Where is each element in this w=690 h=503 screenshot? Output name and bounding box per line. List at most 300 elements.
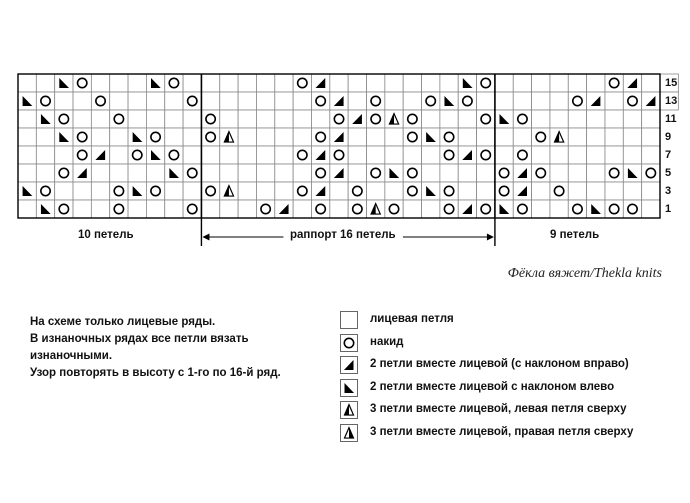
chart-cell: [18, 200, 36, 218]
chart-cell: [623, 146, 641, 164]
chart-cell: [238, 182, 256, 200]
chart-cell: [238, 164, 256, 182]
chart-cell: [220, 200, 238, 218]
chart-cell: [165, 74, 183, 92]
chart-cell: [183, 200, 201, 218]
chart-cell: [311, 92, 329, 110]
legend-item: [340, 379, 670, 397]
chart-cell: [550, 164, 568, 182]
chart-cell: [311, 146, 329, 164]
chart-cell: [165, 164, 183, 182]
chart-cell: [642, 146, 660, 164]
triangle-right-icon: [340, 356, 358, 374]
chart-cell: [477, 200, 495, 218]
chart-cell: [458, 110, 476, 128]
chart-cell: [293, 128, 311, 146]
legend-label: 3 петли вместе лицевой, левая петля сверху: [370, 403, 627, 416]
circle-icon: [340, 334, 358, 352]
chart-cell: [513, 164, 531, 182]
arrow-right-icon: [487, 234, 494, 241]
chart-cell: [18, 110, 36, 128]
chart-cell: [422, 92, 440, 110]
chart-cell: [477, 110, 495, 128]
chart-cell: [110, 200, 128, 218]
legend-label: 2 петли вместе лицевой с наклоном влево: [370, 380, 615, 393]
note-line: Узор повторять в высоту с 1-го по 16-й ряд.: [30, 367, 281, 379]
chart-cell: [348, 110, 366, 128]
chart-cell: [311, 74, 329, 92]
chart-cell: [495, 92, 513, 110]
chart-cell: [440, 164, 458, 182]
chart-cell: [330, 182, 348, 200]
chart-cell: [128, 110, 146, 128]
chart-cell: [422, 182, 440, 200]
chart-cell: [403, 164, 421, 182]
repeat-section-label: раппорт 16 петель: [290, 229, 396, 241]
chart-cell: [623, 128, 641, 146]
chart-cell: [642, 128, 660, 146]
chart-cell: [440, 92, 458, 110]
chart-cell: [146, 92, 164, 110]
legend-item: [340, 401, 670, 419]
chart-cell: [238, 128, 256, 146]
chart-cell: [183, 182, 201, 200]
row-number: 5: [665, 167, 672, 179]
chart-cell: [642, 74, 660, 92]
chart-cell: [642, 110, 660, 128]
chart-cell: [293, 200, 311, 218]
row-number: 13: [665, 95, 678, 107]
chart-cell: [36, 182, 54, 200]
chart-cell: [495, 164, 513, 182]
chart-cell: [36, 164, 54, 182]
chart-cell: [201, 74, 219, 92]
chart-cell: [458, 92, 476, 110]
chart-cell: [18, 74, 36, 92]
chart-cell: [146, 128, 164, 146]
chart-cell: [550, 110, 568, 128]
chart-cell: [367, 92, 385, 110]
row-number: 7: [665, 149, 672, 161]
chart-cell: [532, 182, 550, 200]
chart-cell: [495, 74, 513, 92]
chart-cell: [110, 128, 128, 146]
chart-cell: [238, 92, 256, 110]
chart-cell: [385, 110, 403, 128]
chart-cell: [605, 146, 623, 164]
triangle-double-left-icon: [340, 401, 358, 419]
chart-cell: [201, 92, 219, 110]
chart-cell: [385, 74, 403, 92]
chart-cell: [110, 110, 128, 128]
chart-cell: [513, 182, 531, 200]
chart-cell: [385, 92, 403, 110]
chart-cell: [458, 200, 476, 218]
chart-cell: [367, 128, 385, 146]
chart-cell: [256, 74, 274, 92]
chart-cell: [605, 182, 623, 200]
chart-cell: [440, 110, 458, 128]
chart-cell: [367, 110, 385, 128]
chart-cell: [568, 200, 586, 218]
chart-cell: [220, 182, 238, 200]
chart-cell: [73, 164, 91, 182]
chart-cell: [91, 74, 109, 92]
chart-cell: [293, 92, 311, 110]
chart-cell: [146, 200, 164, 218]
legend-item: [340, 356, 670, 374]
chart-cell: [238, 200, 256, 218]
chart-cell: [568, 110, 586, 128]
chart-cell: [128, 182, 146, 200]
row-numbers: [665, 74, 689, 218]
chart-cell: [458, 164, 476, 182]
chart-cell: [348, 200, 366, 218]
chart-cell: [91, 200, 109, 218]
chart-cell: [128, 128, 146, 146]
chart-cell: [532, 74, 550, 92]
chart-cell: [238, 74, 256, 92]
chart-cell: [550, 200, 568, 218]
chart-cell: [110, 146, 128, 164]
legend-item: [340, 334, 670, 352]
chart-cell: [55, 164, 73, 182]
chart-cell: [201, 128, 219, 146]
chart-cell: [587, 182, 605, 200]
triangle-left-icon: [340, 379, 358, 397]
chart-cell: [403, 92, 421, 110]
chart-cell: [550, 146, 568, 164]
knitting-chart: [18, 74, 660, 218]
chart-cell: [458, 128, 476, 146]
chart-cell: [605, 128, 623, 146]
chart-cell: [110, 182, 128, 200]
chart-cell: [311, 164, 329, 182]
chart-cell: [18, 164, 36, 182]
chart-cell: [513, 128, 531, 146]
chart-cell: [348, 128, 366, 146]
chart-cell: [330, 92, 348, 110]
chart-cell: [642, 164, 660, 182]
row-number: 3: [665, 185, 672, 197]
chart-cell: [587, 146, 605, 164]
chart-cell: [201, 200, 219, 218]
chart-cell: [403, 110, 421, 128]
chart-cell: [18, 146, 36, 164]
chart-cell: [36, 128, 54, 146]
note-line: изнаночными.: [30, 350, 113, 362]
chart-cell: [275, 110, 293, 128]
chart-cell: [403, 74, 421, 92]
chart-cell: [330, 164, 348, 182]
chart-cell: [311, 182, 329, 200]
chart-cell: [495, 200, 513, 218]
chart-cell: [55, 92, 73, 110]
chart-cell: [220, 74, 238, 92]
chart-cell: [440, 146, 458, 164]
chart-cell: [605, 110, 623, 128]
chart-cell: [532, 110, 550, 128]
legend-item: [340, 311, 670, 329]
chart-cell: [275, 182, 293, 200]
chart-cell: [128, 74, 146, 92]
chart-cell: [513, 146, 531, 164]
chart-cell: [91, 128, 109, 146]
chart-cell: [568, 164, 586, 182]
chart-cell: [275, 92, 293, 110]
chart-cell: [587, 110, 605, 128]
chart-cell: [568, 182, 586, 200]
chart-cell: [440, 128, 458, 146]
chart-cell: [201, 146, 219, 164]
chart-cell: [623, 110, 641, 128]
chart-cell: [568, 74, 586, 92]
chart-cell: [128, 164, 146, 182]
chart-cell: [440, 182, 458, 200]
chart-cell: [477, 146, 495, 164]
chart-cell: [422, 146, 440, 164]
legend-label: 2 петли вместе лицевой (с наклоном вправо): [370, 358, 629, 371]
chart-cell: [587, 74, 605, 92]
chart-cell: [73, 110, 91, 128]
chart-cell: [55, 146, 73, 164]
chart-cell: [91, 182, 109, 200]
chart-cell: [550, 92, 568, 110]
chart-cell: [513, 92, 531, 110]
chart-cell: [183, 110, 201, 128]
chart-cell: [275, 200, 293, 218]
chart-cell: [642, 200, 660, 218]
chart-cell: [532, 200, 550, 218]
chart-cell: [73, 200, 91, 218]
blank-square-icon: [340, 311, 358, 329]
chart-cell: [311, 110, 329, 128]
chart-cell: [568, 92, 586, 110]
chart-cell: [275, 164, 293, 182]
row-number: 1: [665, 203, 672, 215]
chart-cell: [91, 110, 109, 128]
chart-cell: [477, 128, 495, 146]
triangle-double-right-icon: [340, 424, 358, 442]
chart-cell: [458, 74, 476, 92]
chart-grid: [18, 74, 660, 218]
chart-cell: [256, 128, 274, 146]
chart-cell: [385, 164, 403, 182]
chart-cell: [256, 164, 274, 182]
chart-cell: [165, 128, 183, 146]
chart-cell: [36, 110, 54, 128]
chart-cell: [165, 182, 183, 200]
chart-cell: [385, 128, 403, 146]
chart-cell: [311, 200, 329, 218]
chart-cell: [183, 128, 201, 146]
chart-cell: [201, 182, 219, 200]
chart-cell: [256, 110, 274, 128]
chart-cell: [293, 164, 311, 182]
chart-cell: [532, 92, 550, 110]
chart-cell: [367, 164, 385, 182]
chart-cell: [623, 182, 641, 200]
note-line: На схеме только лицевые ряды.: [30, 316, 216, 328]
chart-cell: [440, 200, 458, 218]
chart-cell: [146, 146, 164, 164]
symbol-legend: [340, 311, 670, 447]
chart-cell: [385, 200, 403, 218]
chart-cell: [36, 92, 54, 110]
chart-cell: [146, 74, 164, 92]
chart-cell: [110, 92, 128, 110]
row-number: 11: [665, 113, 677, 125]
chart-cell: [146, 110, 164, 128]
chart-cell: [220, 110, 238, 128]
chart-cell: [128, 146, 146, 164]
row-number: 15: [665, 77, 678, 89]
chart-cell: [403, 146, 421, 164]
chart-cell: [348, 146, 366, 164]
chart-cell: [623, 164, 641, 182]
chart-cell: [220, 164, 238, 182]
chart-cell: [330, 146, 348, 164]
chart-cell: [146, 164, 164, 182]
chart-cell: [422, 200, 440, 218]
chart-cell: [513, 110, 531, 128]
chart-cell: [348, 92, 366, 110]
chart-cell: [36, 74, 54, 92]
chart-cell: [183, 164, 201, 182]
chart-cell: [73, 74, 91, 92]
note-line: В изнаночных рядах все петли вязать: [30, 333, 249, 345]
chart-cell: [165, 110, 183, 128]
chart-cell: [495, 182, 513, 200]
chart-cell: [477, 164, 495, 182]
chart-cell: [367, 200, 385, 218]
legend-label: 3 петли вместе лицевой, правая петля сверху: [370, 425, 634, 438]
chart-cell: [403, 128, 421, 146]
chart-cell: [458, 146, 476, 164]
chart-cell: [587, 200, 605, 218]
chart-cell: [165, 146, 183, 164]
chart-cell: [605, 200, 623, 218]
chart-cell: [55, 74, 73, 92]
chart-cell: [550, 182, 568, 200]
chart-cell: [403, 200, 421, 218]
chart-cell: [91, 164, 109, 182]
chart-cell: [311, 128, 329, 146]
chart-cell: [367, 182, 385, 200]
chart-cell: [568, 128, 586, 146]
chart-cell: [275, 128, 293, 146]
chart-cell: [348, 164, 366, 182]
chart-cell: [91, 92, 109, 110]
legend-item: [340, 424, 670, 442]
chart-cell: [183, 92, 201, 110]
chart-cell: [201, 110, 219, 128]
chart-cell: [91, 146, 109, 164]
chart-cell: [532, 128, 550, 146]
chart-cell: [367, 146, 385, 164]
chart-cell: [220, 92, 238, 110]
chart-cell: [348, 74, 366, 92]
chart-cell: [183, 146, 201, 164]
chart-cell: [220, 128, 238, 146]
chart-cell: [238, 110, 256, 128]
chart-cell: [385, 146, 403, 164]
arrow-left-icon: [202, 234, 209, 241]
chart-cell: [440, 74, 458, 92]
chart-cell: [532, 164, 550, 182]
chart-cell: [623, 200, 641, 218]
chart-cell: [330, 74, 348, 92]
chart-cell: [73, 182, 91, 200]
chart-cell: [183, 74, 201, 92]
chart-cell: [642, 182, 660, 200]
chart-cell: [275, 146, 293, 164]
chart-cell: [256, 146, 274, 164]
chart-cell: [275, 74, 293, 92]
chart-cell: [532, 146, 550, 164]
chart-cell: [330, 200, 348, 218]
chart-cell: [495, 128, 513, 146]
chart-cell: [128, 200, 146, 218]
chart-cell: [458, 182, 476, 200]
chart-cell: [238, 146, 256, 164]
chart-cell: [605, 92, 623, 110]
author-signature: Фёкла вяжет/Thekla knits: [507, 266, 662, 281]
chart-cell: [55, 110, 73, 128]
chart-cell: [256, 92, 274, 110]
chart-cell: [293, 146, 311, 164]
chart-notes: [30, 314, 330, 382]
chart-cell: [587, 92, 605, 110]
chart-cell: [146, 182, 164, 200]
chart-cell: [36, 200, 54, 218]
chart-cell: [293, 182, 311, 200]
chart-cell: [550, 128, 568, 146]
chart-cell: [330, 128, 348, 146]
legend-label: лицевая петля: [370, 313, 454, 325]
chart-cell: [568, 146, 586, 164]
chart-cell: [605, 74, 623, 92]
chart-cell: [256, 182, 274, 200]
chart-cell: [367, 74, 385, 92]
chart-cell: [330, 110, 348, 128]
chart-cell: [73, 92, 91, 110]
chart-cell: [403, 182, 421, 200]
chart-cell: [18, 182, 36, 200]
chart-cell: [165, 200, 183, 218]
chart-cell: [55, 200, 73, 218]
chart-cell: [18, 128, 36, 146]
chart-cell: [513, 74, 531, 92]
chart-cell: [293, 110, 311, 128]
chart-cell: [128, 92, 146, 110]
chart-cell: [477, 182, 495, 200]
chart-cell: [55, 128, 73, 146]
chart-cell: [110, 74, 128, 92]
chart-cell: [422, 128, 440, 146]
chart-cell: [587, 164, 605, 182]
legend-label: накид: [370, 335, 404, 348]
left-section-label: 10 петель: [78, 229, 134, 241]
chart-cell: [623, 92, 641, 110]
right-section-label: 9 петель: [550, 229, 600, 241]
chart-cell: [220, 146, 238, 164]
chart-cell: [495, 146, 513, 164]
chart-cell: [422, 164, 440, 182]
chart-cell: [55, 182, 73, 200]
chart-cell: [73, 128, 91, 146]
chart-cell: [495, 110, 513, 128]
